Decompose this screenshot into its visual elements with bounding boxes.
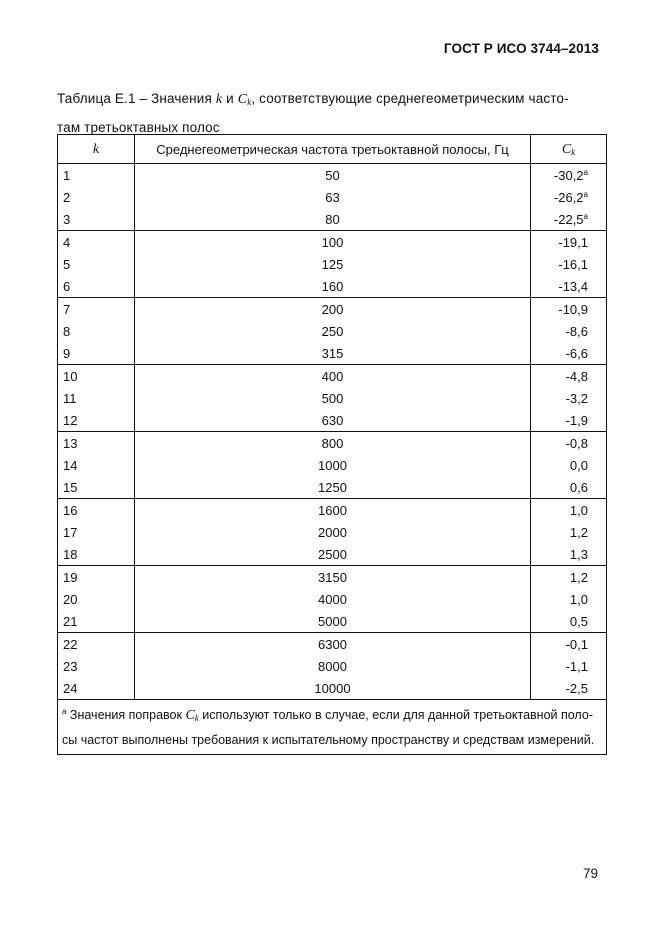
cell-ck: 1,2: [531, 566, 607, 589]
cell-frequency: 4000: [135, 588, 531, 610]
cell-frequency: 160: [135, 275, 531, 298]
table-row: [58, 633, 607, 656]
cell-ck: -13,4: [531, 275, 607, 298]
cell-ck: -22,5$^a$: [531, 208, 607, 231]
cell-k: 21: [58, 610, 135, 633]
table-row: [58, 476, 607, 499]
cell-frequency: 2500: [135, 543, 531, 566]
header-frequency: Среднегеометрическая частота третьоктавной полосы, Гц: [135, 135, 531, 164]
cell-ck: -0,1: [531, 633, 607, 656]
cell-frequency: 1250: [135, 476, 531, 499]
table-row: [58, 387, 607, 409]
page-number: 79: [583, 866, 599, 881]
cell-ck: 0,0: [531, 454, 607, 476]
cell-k: 11: [58, 387, 135, 409]
caption-var-k: k: [215, 92, 223, 107]
table-row: [58, 253, 607, 275]
cell-frequency: 1000: [135, 454, 531, 476]
cell-k: 13: [58, 432, 135, 455]
cell-ck: 0,6: [531, 476, 607, 499]
caption-and: и: [222, 91, 238, 106]
table-row: [58, 543, 607, 566]
cell-ck: -0,8: [531, 432, 607, 455]
cell-k: 12: [58, 409, 135, 432]
cell-k: 20: [58, 588, 135, 610]
cell-ck: 1,3: [531, 543, 607, 566]
table-row: [58, 432, 607, 455]
cell-ck: -8,6: [531, 320, 607, 342]
cell-frequency: 315: [135, 342, 531, 365]
cell-ck: -26,2$^a$: [531, 186, 607, 208]
cell-frequency: 500: [135, 387, 531, 409]
cell-k: 22: [58, 633, 135, 656]
cell-ck: 1,2: [531, 521, 607, 543]
table-row: [58, 588, 607, 610]
cell-frequency: 80: [135, 208, 531, 231]
cell-k: 15: [58, 476, 135, 499]
cell-ck: -3,2: [531, 387, 607, 409]
table-row: [58, 320, 607, 342]
table-row: [58, 298, 607, 321]
cell-frequency: 5000: [135, 610, 531, 633]
cell-ck: 0,5: [531, 610, 607, 633]
table-row: [58, 610, 607, 633]
table-body: [58, 164, 607, 700]
document-header: ГОСТ Р ИСО 3744–2013: [443, 41, 599, 56]
cell-frequency: 8000: [135, 655, 531, 677]
cell-k: 5: [58, 253, 135, 275]
footnote-row: [58, 700, 607, 755]
table-row: [58, 409, 607, 432]
table-row: [58, 365, 607, 388]
cell-frequency: 400: [135, 365, 531, 388]
table-caption: [57, 86, 605, 140]
cell-k: 10: [58, 365, 135, 388]
cell-ck: -30,2$^a$: [531, 164, 607, 187]
table-row: [58, 521, 607, 543]
cell-frequency: 3150: [135, 566, 531, 589]
cell-ck: -16,1: [531, 253, 607, 275]
cell-ck: -4,8: [531, 365, 607, 388]
footnote-mark: a: [583, 189, 588, 199]
cell-frequency: 800: [135, 432, 531, 455]
cell-frequency: 630: [135, 409, 531, 432]
correction-table: [57, 134, 607, 755]
cell-ck: -2,5: [531, 677, 607, 700]
table-row: [58, 208, 607, 231]
footnote-mark: a: [583, 211, 588, 221]
table-row: [58, 231, 607, 254]
cell-k: 19: [58, 566, 135, 589]
caption-var-c: $C_k$: [237, 92, 252, 107]
cell-k: 14: [58, 454, 135, 476]
cell-ck: -1,9: [531, 409, 607, 432]
cell-k: 9: [58, 342, 135, 365]
table-header-row: [58, 135, 607, 164]
cell-ck: -19,1: [531, 231, 607, 254]
cell-k: 16: [58, 499, 135, 522]
table-row: [58, 164, 607, 187]
cell-frequency: 100: [135, 231, 531, 254]
cell-k: 24: [58, 677, 135, 700]
table-footnote: $^a$ Значения поправок $C_k$ используют только в случае, если для данной третьоктавной поло- сы частот выполнены требования к испытательному пространству и средствам измерений.: [58, 700, 607, 755]
table-row: [58, 186, 607, 208]
cell-frequency: 1600: [135, 499, 531, 522]
cell-k: 18: [58, 543, 135, 566]
cell-ck: -1,1: [531, 655, 607, 677]
table-row: [58, 566, 607, 589]
table-row: [58, 677, 607, 700]
footnote-mark: a: [583, 167, 588, 177]
cell-k: 17: [58, 521, 135, 543]
header-k: k: [58, 135, 135, 164]
cell-k: 7: [58, 298, 135, 321]
cell-frequency: 200: [135, 298, 531, 321]
table-row: [58, 342, 607, 365]
header-ck: $C_k$: [531, 135, 607, 164]
cell-frequency: 250: [135, 320, 531, 342]
table-row: [58, 275, 607, 298]
cell-k: 23: [58, 655, 135, 677]
table-row: [58, 454, 607, 476]
caption-text-1: Таблица Е.1 – Значения: [57, 91, 216, 106]
cell-ck: 1,0: [531, 588, 607, 610]
cell-frequency: 10000: [135, 677, 531, 700]
cell-ck: -6,6: [531, 342, 607, 365]
cell-k: 1: [58, 164, 135, 187]
table-row: [58, 655, 607, 677]
table-row: [58, 499, 607, 522]
cell-k: 3: [58, 208, 135, 231]
cell-k: 8: [58, 320, 135, 342]
caption-text-2: , соответствующие среднегеометрическим часто-: [251, 91, 569, 106]
cell-frequency: 63: [135, 186, 531, 208]
cell-ck: -10,9: [531, 298, 607, 321]
cell-frequency: 125: [135, 253, 531, 275]
cell-k: 6: [58, 275, 135, 298]
cell-k: 4: [58, 231, 135, 254]
cell-frequency: 2000: [135, 521, 531, 543]
cell-frequency: 50: [135, 164, 531, 187]
cell-frequency: 6300: [135, 633, 531, 656]
caption-text-3: там третьоктавных полос: [57, 120, 220, 135]
cell-k: 2: [58, 186, 135, 208]
cell-ck: 1,0: [531, 499, 607, 522]
